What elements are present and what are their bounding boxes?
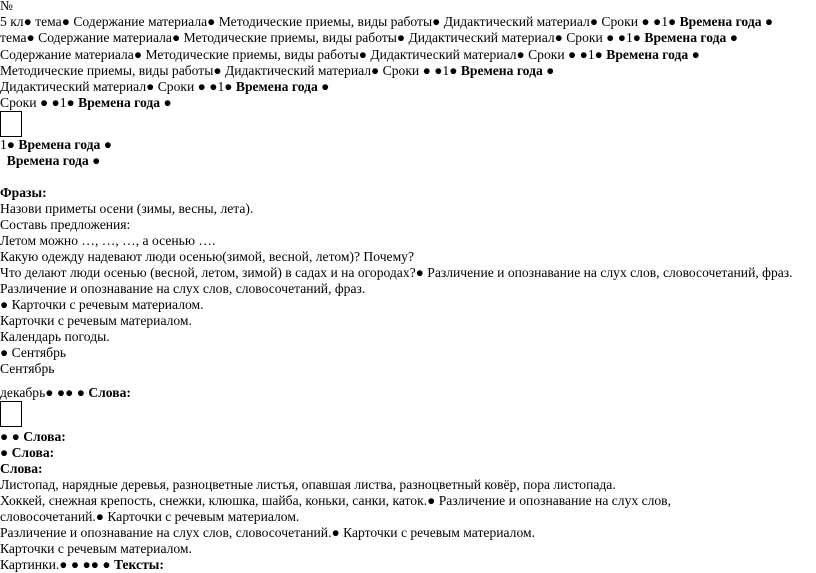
doc-line: 1● Времена года ● [0,137,112,152]
doc-line: Дидактический материал● Сроки ● ●1● Времена года ● [0,79,330,94]
doc-line: Различение и опознавание на слух слов, словосочетаний.● Карточки с речевым материалом. [0,525,536,540]
doc-line: Календарь погоды. [0,329,110,344]
doc-line: Хоккей, снежная крепость, снежки, клюшка, шайба, коньки, санки, каток.● Различение и опознавание на слух слов, [0,493,672,508]
doc-line: Назови приметы осени (зимы, весны, лета). [0,201,254,216]
doc-line: Какую одежду надевают люди осенью(зимой, весной, летом)? Почему? [0,249,414,264]
doc-line: Картинки.● ● ●● ● Тексты: [0,557,164,572]
empty-cell-box [0,401,22,427]
doc-line: ● Сентябрь [0,345,67,360]
doc-line: тема● Содержание материала● Методические приемы, виды работы● Дидактический материал● Сроки ● ●1● Времена года ● [0,30,738,45]
doc-line: Карточки с речевым материалом. [0,541,192,556]
doc-line: Составь предложения: [0,217,131,232]
doc-line: словосочетаний.● Карточки с речевым материалом. [0,509,300,524]
doc-line: Листопад, нарядные деревья, разноцветные листья, опавшая листва, разноцветный ковёр, пора листопада. [0,477,616,492]
doc-line: декабрь● ●● ● Слова: [0,385,131,400]
doc-line: Времена года ● [6,153,101,168]
doc-line: Методические приемы, виды работы● Дидактический материал● Сроки ● ●1● Времена года ● [0,63,555,78]
doc-line: Различение и опознавание на слух слов, словосочетаний, фраз. [0,281,366,296]
doc-line: ● ● Слова: [0,429,66,444]
doc-line: Сроки ● ●1● Времена года ● [0,95,172,110]
doc-line: Летом можно …, …, …, а осенью …. [0,233,216,248]
doc-line: № [0,0,13,13]
empty-cell-box [0,111,22,137]
doc-line: Что делают люди осенью (весной, летом, зимой) в садах и на огородах?● Различение и опознавание на слух слов, словосочетаний, фраз. [0,265,793,280]
section-heading: Слова: [0,461,43,476]
section-heading: Фразы: [0,185,47,200]
doc-line: ● Карточки с речевым материалом. [0,297,204,312]
doc-line: Карточки с речевым материалом. [0,313,192,328]
doc-line: Сентябрь [0,361,55,376]
doc-line: 5 кл● тема● Содержание материала● Методические приемы, виды работы● Дидактический материал● Сроки ● ●1● Времена года ● [0,14,774,29]
doc-line: ● Слова: [0,445,55,460]
doc-line: Содержание материала● Методические приемы, виды работы● Дидактический материал● Сроки ● ●1● Времена года ● [0,47,700,62]
